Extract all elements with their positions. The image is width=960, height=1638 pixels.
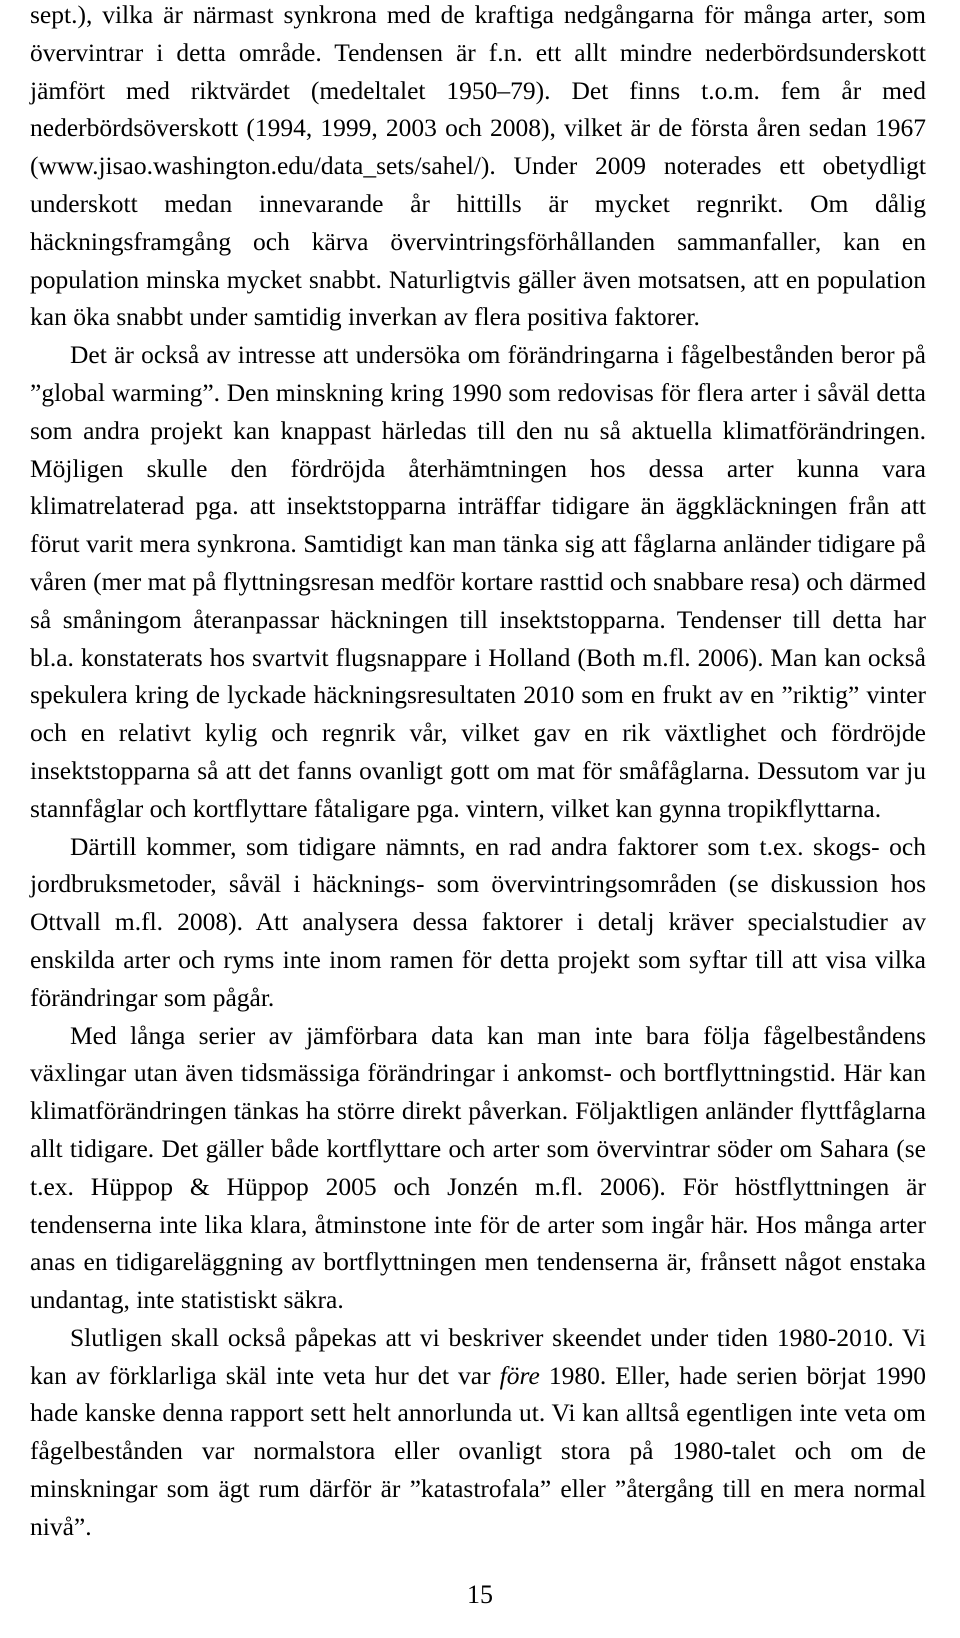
conclusion-text-start: Slutligen skall också påpekas att vi beskriver skeendet under tiden 1980-2010. Vi kan av förklarliga skäl inte veta hur det var: [30, 1322, 926, 1390]
paragraph-other-factors: Därtill kommer, som tidigare nämnts, en rad andra faktorer som t.ex. skogs- och jordbruksmetoder, såväl i häcknings- som övervintringsområden (se diskussion hos Ottvall m.fl. 2008). Att analysera dessa faktorer i detalj kräver specialstudier av enskilda arter och ryms inte inom ramen för detta projekt som syftar till att visa vilka förändringar som pågår.: [30, 831, 926, 1012]
conclusion-italic-word: före: [499, 1360, 540, 1390]
document-page: [30, 0, 926, 1546]
paragraph-sahel-rainfall: sept.), vilka är närmast synkrona med de kraftiga nedgångarna för många arter, som övervintrar i detta område. Tendensen är f.n. ett allt mindre nederbördsunderskott jämfört med riktvärdet (medeltalet 1950–79). Det finns t.o.m. fem år med nederbördsöverskott (1994, 1999, 2003 och 2008), vilket är de första åren sedan 1967 (www.jisao.washington.edu/data_sets/sahel/). Under 2009 noterades ett obetydligt underskott medan innevarande år hittills är mycket regnrikt. Om dålig häckningsframgång och kärva övervintringsförhållanden sammanfaller, kan en population minska mycket snabbt. Naturligtvis gäller även motsatsen, att en population kan öka snabbt under samtidig inverkan av flera positiva faktorer.: [30, 0, 926, 332]
page-number: 15: [467, 1580, 493, 1609]
paragraph-migration-timing: Med långa serier av jämförbara data kan man inte bara följa fågelbeståndens växlingar utan även tidsmässiga förändringar i ankomst- och bortflyttningstid. Här kan klimatförändringen tänkas ha större direkt påverkan. Följaktligen anländer flyttfåglarna allt tidigare. Det gäller både kortflyttare och arter som övervintrar söder om Sahara (se t.ex. Hüppop & Hüppop 2005 och Jonzén m.fl. 2006). För höstflyttningen är tendenserna inte lika klara, åtminstone inte för de arter som ingår här. Hos många arter anas en tidigareläggning av bortflyttningen men tendenserna är, frånsett något enstaka undantag, inte statistiskt säkra.: [30, 1020, 926, 1315]
paragraph-conclusion: [30, 1319, 926, 1546]
paragraph-global-warming: Det är också av intresse att undersöka om förändringarna i fågelbestånden beror på ”global warming”. Den minskning kring 1990 som redovisas för flera arter i såväl detta som andra projekt kan knappast härledas till den nu så aktuella klimatförändringen. Möjligen skulle den fördröjda återhämtningen hos dessa arter kunna vara klimatrelaterad pga. att insektstopparna inträffar tidigare än äggkläckningen från att förut varit mera synkrona. Samtidigt kan man tänka sig att fåglarna anländer tidigare på våren (mer mat på flyttningsresan medför kortare rasttid och snabbare resa) och därmed så småningom återanpassar häckningen till insektstopparna. Tendenser till detta har bl.a. konstaterats hos svartvit flugsnappare i Holland (Both m.fl. 2006). Man kan också spekulera kring de lyckade häckningsresultaten 2010 som en frukt av en ”riktig” vinter och en relativt kylig och regnrik vår, vilket gav en rik växtlighet och fördröjde insektstopparna så att det fanns ovanligt gott om mat för småfåglarna. Dessutom var ju stannfåglar och kortflyttare fåtaligare pga. vintern, vilket kan gynna tropikflyttarna.: [30, 340, 926, 823]
conclusion-text-end: 1980. Eller, hade serien börjat 1990 hade kanske denna rapport sett helt annorlunda ut. Vi kan alltså egentligen inte veta om fågelbestånden var normalstora eller ovanligt stora på 1980-talet och om de minskningar som ägt rum därför är ”katastrofala” eller ”återgång till en mera normal nivå”.: [30, 1360, 926, 1541]
